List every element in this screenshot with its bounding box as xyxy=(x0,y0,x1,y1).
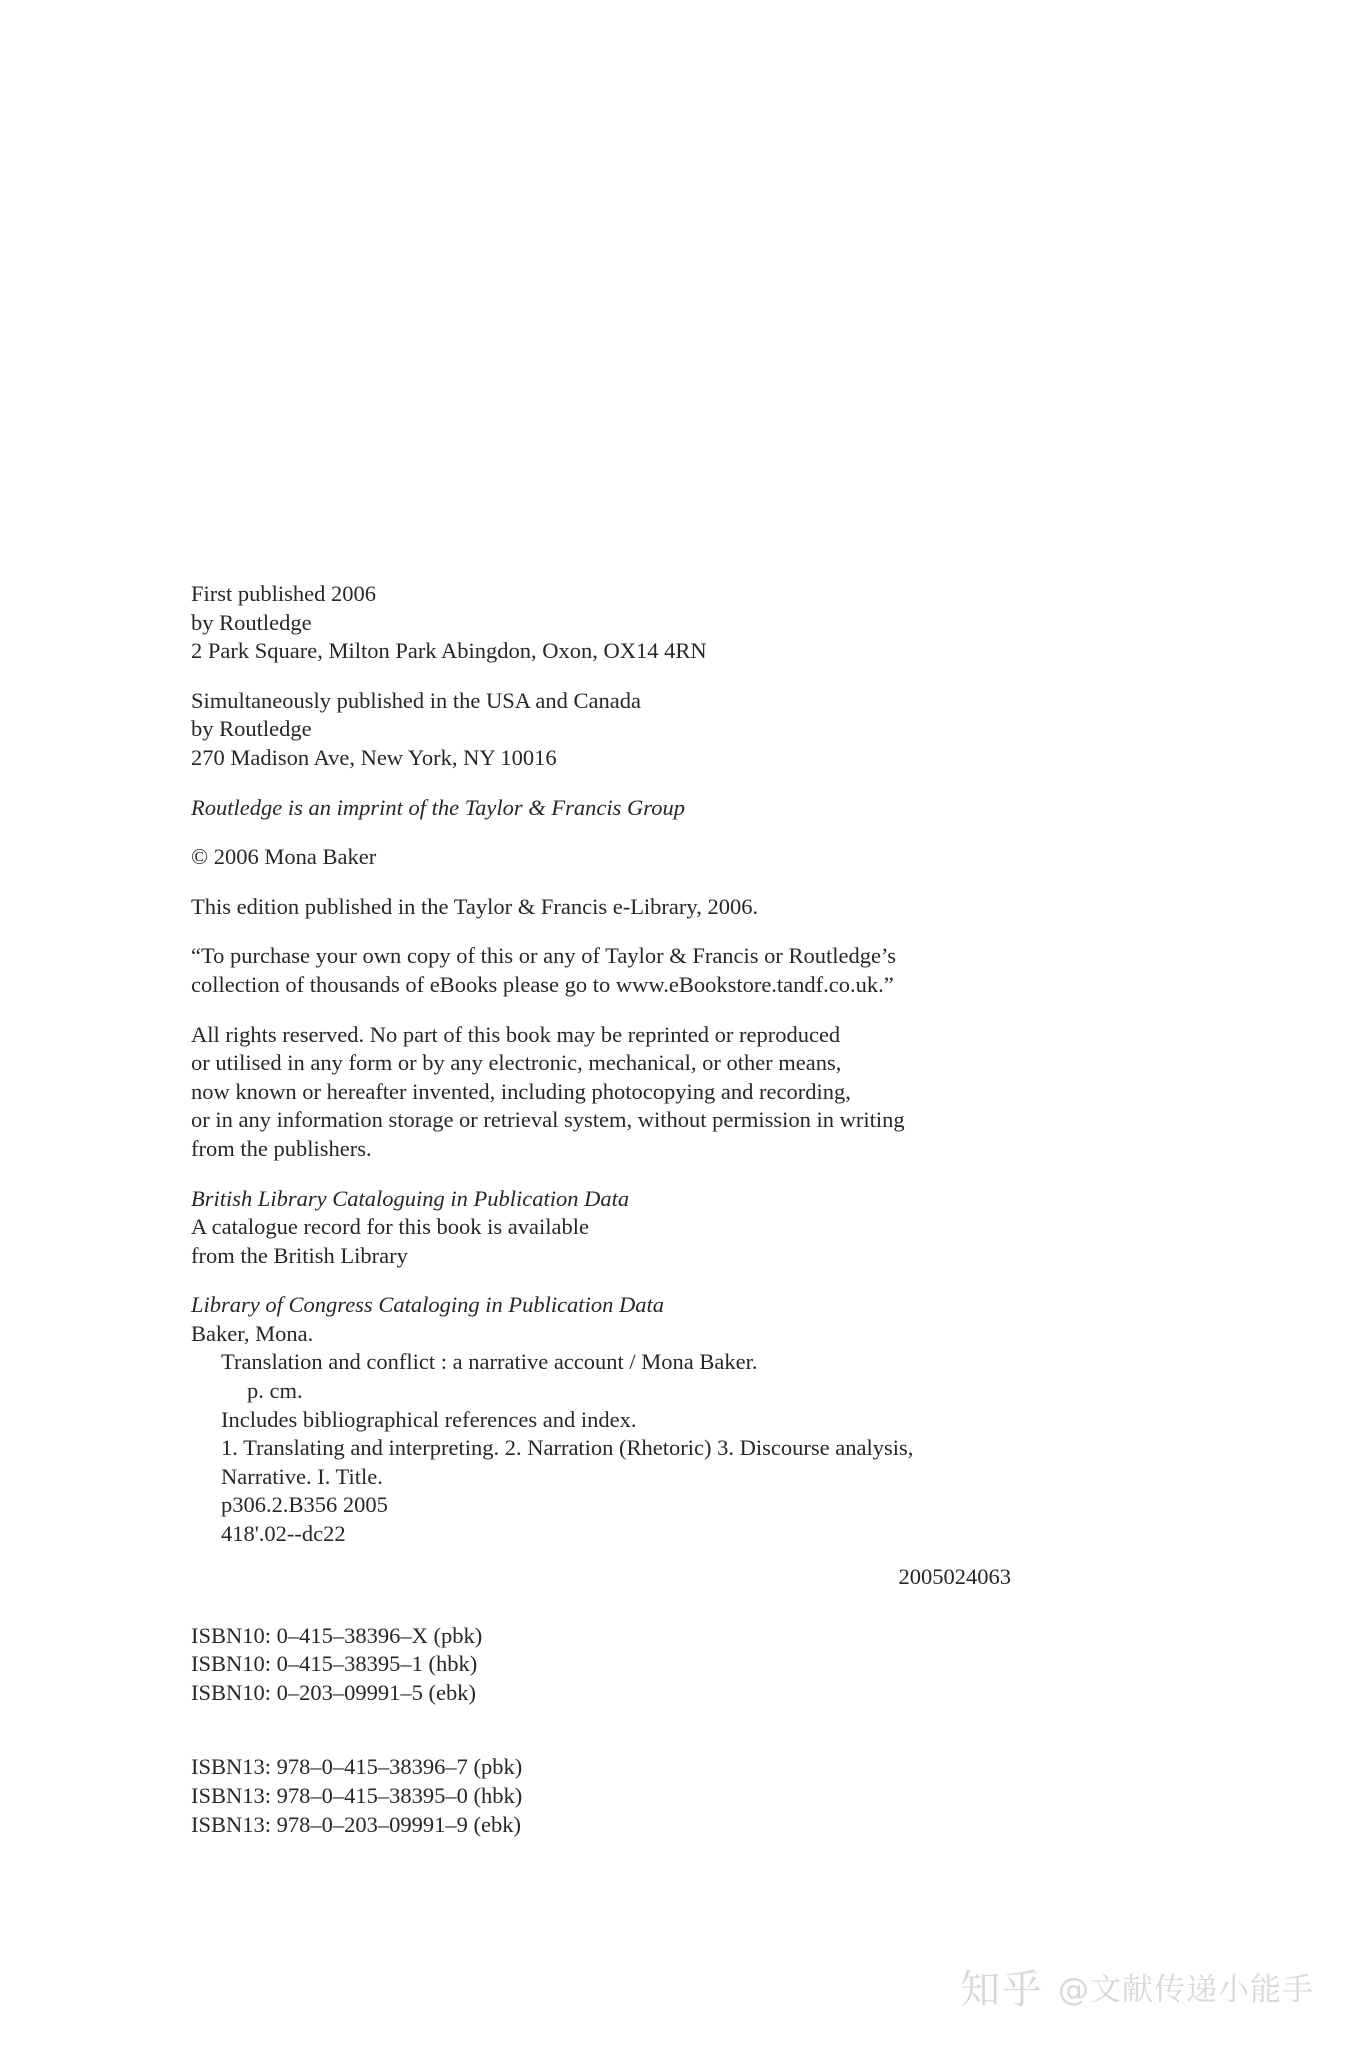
loc-extent: p. cm. xyxy=(247,1378,303,1404)
isbn-group-spacer xyxy=(191,1727,1011,1753)
elibrary-note: This edition published in the Taylor & Francis e-Library, 2006. xyxy=(191,893,759,919)
rights-line-1: All rights reserved. No part of this book may be reprinted or reproduced xyxy=(191,1021,841,1047)
loc-title-statement: Translation and conflict : a narrative account / Mona Baker. xyxy=(221,1349,758,1375)
isbn13-ebk: ISBN13: 978–0–203–09991–9 (ebk) xyxy=(191,1811,521,1837)
isbn-spacer-top xyxy=(191,1614,1011,1622)
copyright-text-block xyxy=(191,580,1011,1859)
rights-reserved-notice xyxy=(191,1021,1011,1164)
ebook-note-line-2: collection of thousands of eBooks please go to www.eBookstore.tandf.co.uk.” xyxy=(191,971,894,997)
rights-line-5: from the publishers. xyxy=(191,1135,372,1161)
lccn-row xyxy=(191,1563,1011,1593)
imprint-address-uk xyxy=(191,580,1011,666)
loc-author: Baker, Mona. xyxy=(191,1320,314,1346)
watermark xyxy=(960,1967,1314,2013)
isbn10-group xyxy=(191,1622,1011,1708)
isbn10-hbk: ISBN10: 0–415–38395–1 (hbk) xyxy=(191,1651,478,1677)
british-library-line-1: A catalogue record for this book is available xyxy=(191,1214,589,1240)
loc-notes: Includes bibliographical references and index. xyxy=(221,1406,637,1432)
imprint-note: Routledge is an imprint of the Taylor & Francis Group xyxy=(191,794,685,820)
imprint-line-published: First published 2006 xyxy=(191,581,377,606)
rights-line-3: now known or hereafter invented, including photocopying and recording, xyxy=(191,1078,851,1104)
library-of-congress-cip xyxy=(191,1291,1011,1592)
loc-subjects-line-2: Narrative. I. Title. xyxy=(221,1463,383,1489)
usa-line-address: 270 Madison Ave, New York, NY 10016 xyxy=(191,744,557,770)
imprint-address-usa xyxy=(191,687,1011,773)
isbn13-hbk: ISBN13: 978–0–415–38395–0 (hbk) xyxy=(191,1783,523,1808)
isbn13-pbk: ISBN13: 978–0–415–38396–7 (pbk) xyxy=(191,1754,523,1780)
loc-control-number: 2005024063 xyxy=(898,1563,1011,1589)
imprint-line-address: 2 Park Square, Milton Park Abingdon, Oxon, OX14 4RN xyxy=(191,638,707,664)
isbn13-group xyxy=(191,1753,1011,1839)
watermark-handle: @文献传递小能手 xyxy=(1058,1971,1314,2008)
rights-line-2: or utilised in any form or by any electronic, mechanical, or other means, xyxy=(191,1050,842,1076)
isbn10-pbk: ISBN10: 0–415–38396–X (pbk) xyxy=(191,1622,483,1648)
rights-line-4: or in any information storage or retrieval system, without permission in writing xyxy=(191,1107,905,1133)
copyright-notice: © 2006 Mona Baker xyxy=(191,844,377,870)
british-library-cip xyxy=(191,1185,1011,1271)
usa-line-published: Simultaneously published in the USA and Canada xyxy=(191,687,641,713)
loc-subjects-line-1: 1. Translating and interpreting. 2. Narration (Rhetoric) 3. Discourse analysis, xyxy=(221,1435,914,1461)
zhihu-logo-icon: 知乎 xyxy=(960,1967,1044,2013)
isbn10-ebk: ISBN10: 0–203–09991–5 (ebk) xyxy=(191,1679,476,1705)
loc-call-number: p306.2.B356 2005 xyxy=(221,1492,388,1518)
usa-line-publisher: by Routledge xyxy=(191,716,312,742)
british-library-heading: British Library Cataloguing in Publication Data xyxy=(191,1185,630,1211)
loc-heading: Library of Congress Cataloging in Publication Data xyxy=(191,1292,664,1318)
ebook-purchase-note xyxy=(191,942,1011,999)
imprint-line-publisher: by Routledge xyxy=(191,609,312,635)
ebook-note-line-1: “To purchase your own copy of this or any of Taylor & Francis or Routledge’s xyxy=(191,943,897,969)
loc-dewey-number: 418'.02--dc22 xyxy=(221,1521,346,1547)
british-library-line-2: from the British Library xyxy=(191,1242,408,1268)
